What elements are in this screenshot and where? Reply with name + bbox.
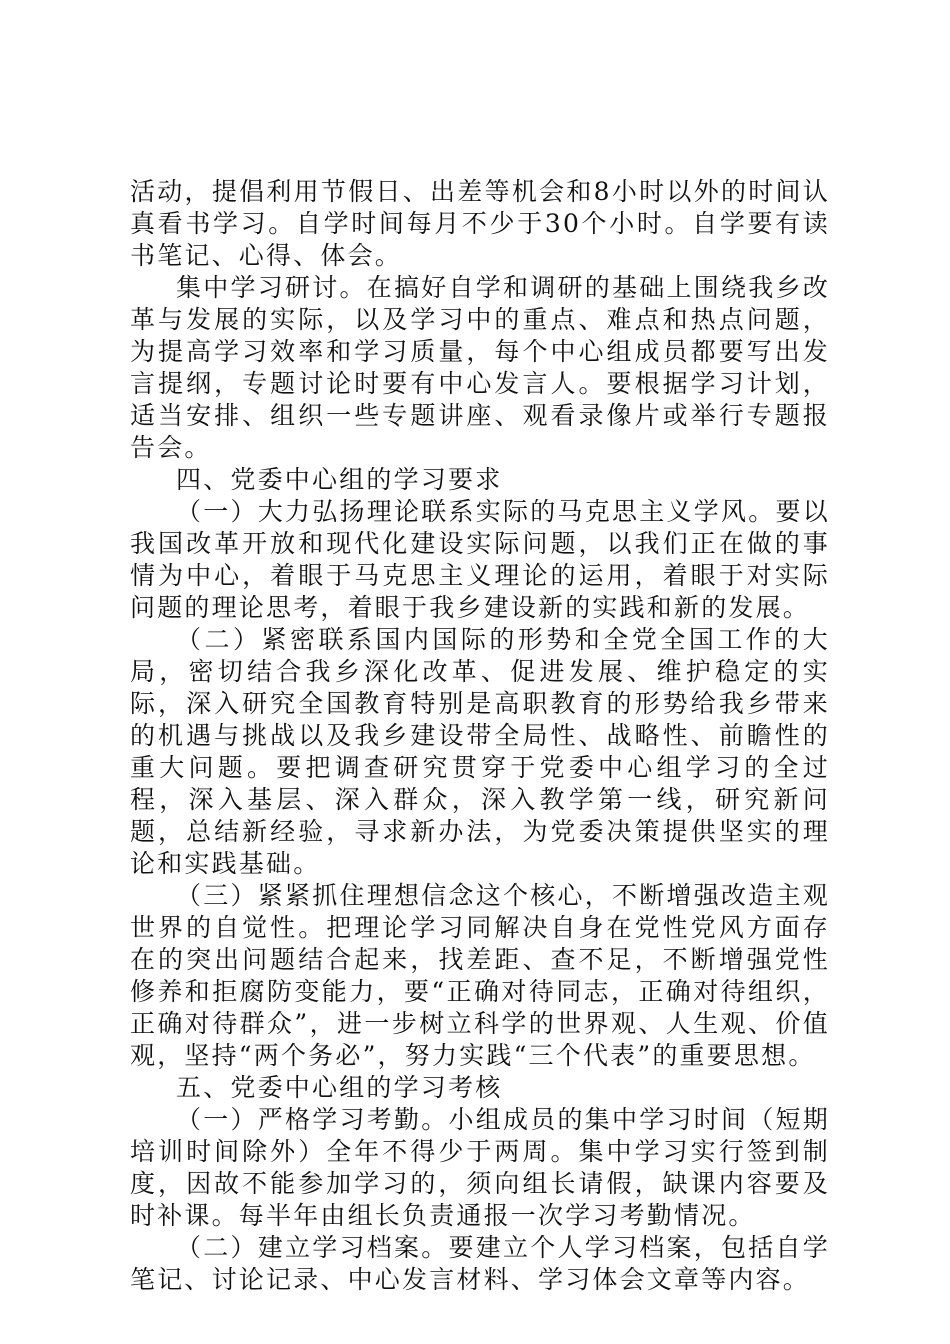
paragraph-requirement-3: （三）紧紧抓住理想信念这个核心，不断增强改造主观世界的自觉性。把理论学习同解决自身在党性党风方面存在的突出问题结合起来，找差距、查不足，不断增强党性修养和拒腐防变能力，要“正确对待同志，正确对待组织，正确对待群众”，进一步树立科学的世界观、人生观、价值观，坚持“两个务必”，努力实践“三个代表”的重要思想。 [130,881,830,1070]
document-body [130,176,830,1296]
paragraph-group-study: 集中学习研讨。在搞好自学和调研的基础上围绕我乡改革与发展的实际，以及学习中的重点、难点和热点问题，为提高学习效率和学习质量，每个中心组成员都要写出发言提纲，专题讨论时要有中心发言人。要根据学习计划，适当安排、组织一些专题讲座、观看录像片或举行专题报告会。 [130,273,830,462]
paragraph-requirement-1: （一）大力弘扬理论联系实际的马克思主义学风。要以我国改革开放和现代化建设实际问题，以我们正在做的事情为中心，着眼于马克思主义理论的运用，着眼于对实际问题的理论思考，着眼于我乡建设新的实践和新的发展。 [130,497,830,622]
paragraph-assessment-1: （一）严格学习考勤。小组成员的集中学习时间（短期培训时间除外）全年不得少于两周。集中学习实行签到制度，因故不能参加学习的，须向组长请假，缺课内容要及时补课。每半年由组长负责通报一次学习考勤情况。 [130,1105,830,1230]
paragraph-self-study-continued: 活动，提倡利用节假日、出差等机会和8小时以外的时间认真看书学习。自学时间每月不少于30个小时。自学要有读书笔记、心得、体会。 [130,177,830,270]
section-heading-assessment: 五、党委中心组的学习考核 [176,1073,503,1102]
paragraph-requirement-2: （二）紧密联系国内国际的形势和全党全国工作的大局，密切结合我乡深化改革、促进发展、维护稳定的实际，深入研究全国教育特别是高职教育的形势给我乡带来的机遇与挑战以及我乡建设带全局性、战略性、前瞻性的重大问题。要把调查研究贯穿于党委中心组学习的全过程，深入基层、深入群众，深入教学第一线，研究新问题，总结新经验，寻求新办法，为党委决策提供坚实的理论和实践基础。 [130,625,830,878]
section-heading-requirements: 四、党委中心组的学习要求 [176,465,503,494]
paragraph-assessment-2: （二）建立学习档案。要建立个人学习档案，包括自学笔记、讨论记录、中心发言材料、学习体会文章等内容。 [130,1233,830,1294]
